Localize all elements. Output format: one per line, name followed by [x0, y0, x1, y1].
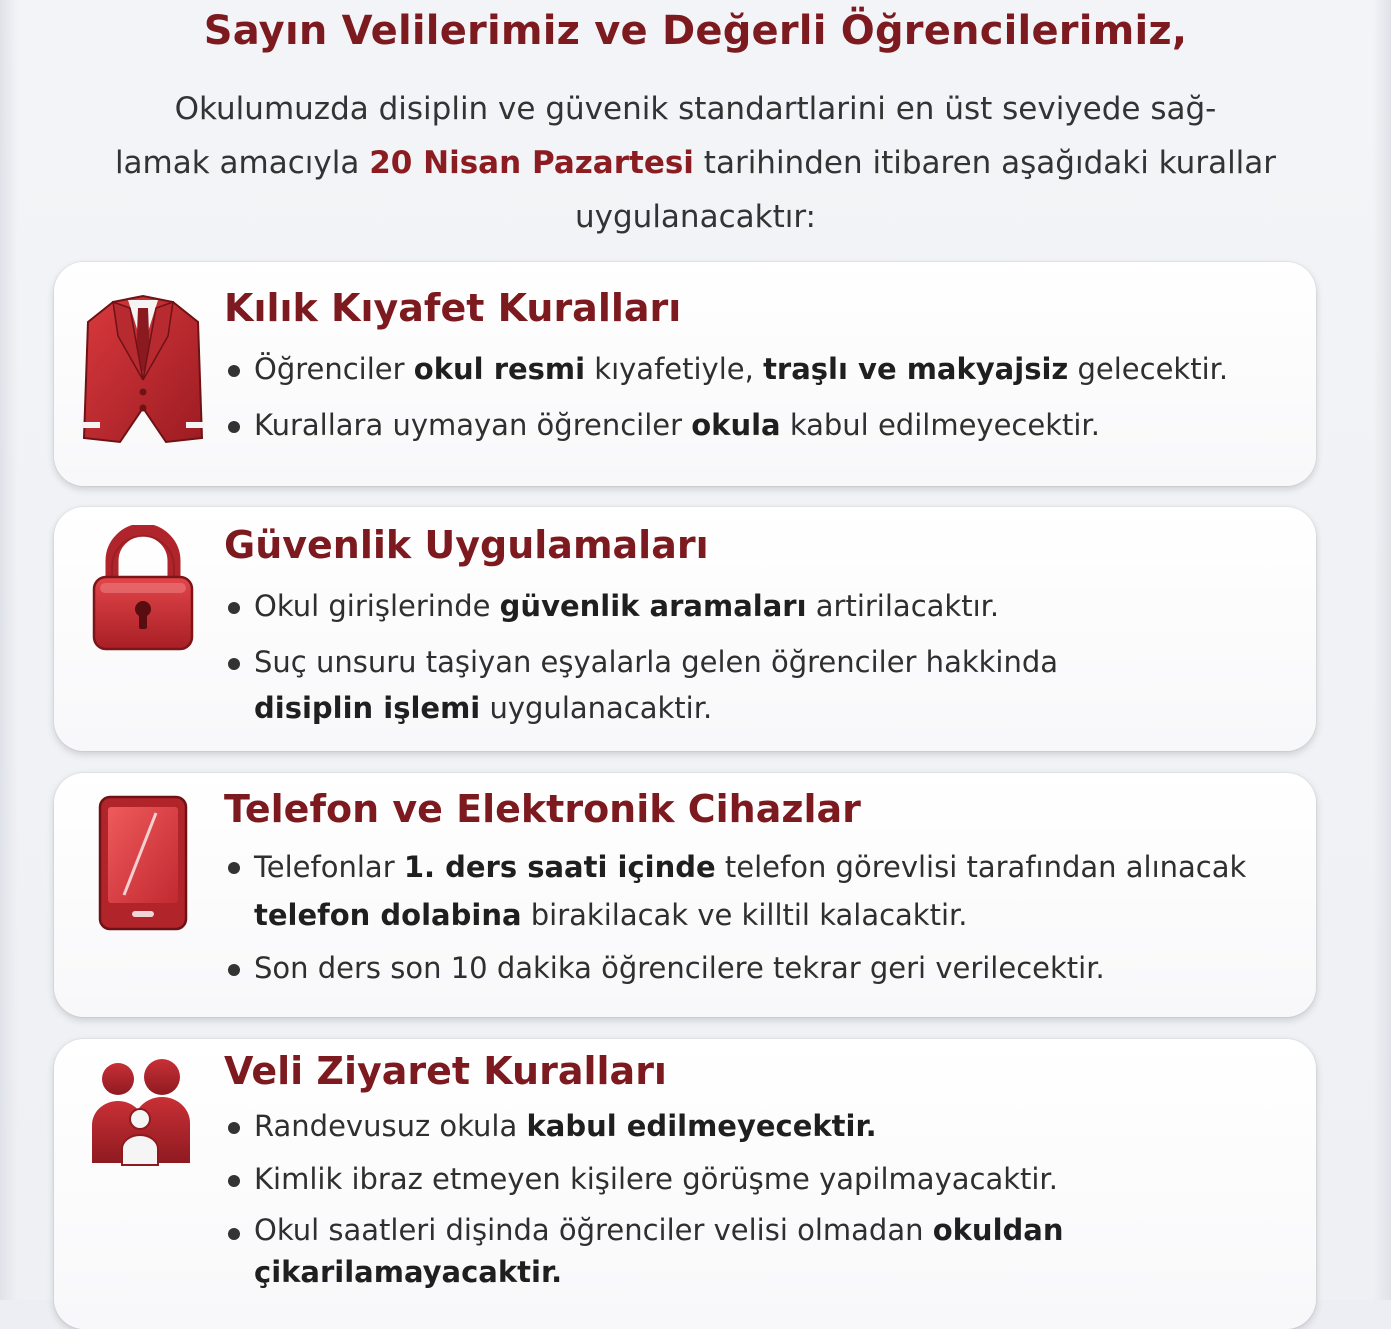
bullet-list	[224, 583, 1304, 731]
bullet-text: birakilacak ve killtil kalacaktir.	[521, 898, 968, 932]
bullet-text: Okul saatleri dişinda öğrenciler velisi olmadan	[254, 1213, 933, 1247]
right-edge-shade	[1373, 0, 1391, 1300]
intro-line-3: uygulanacaktır:	[575, 199, 816, 235]
bullet-text: kıyafetiyle,	[585, 352, 764, 386]
left-edge-shade	[0, 0, 18, 1300]
intro-line-2-post: tarihinden itibaren aşağıdaki kurallar	[693, 145, 1277, 181]
list-item	[224, 639, 1304, 731]
bullet-text: gelecektir.	[1068, 352, 1229, 386]
bullet-text: Suç unsuru taşiyan eşyalarla gelen öğrenciler hakkinda	[254, 645, 1059, 679]
section-title: Veli Ziyaret Kuralları	[224, 1049, 667, 1093]
bullet-list	[224, 346, 1304, 448]
list-item	[224, 402, 1304, 448]
bullet-text: Okul girişlerinde	[254, 589, 500, 623]
intro-text	[40, 82, 1351, 244]
bullet-text-bold: traşlı ve makyajsiz	[763, 352, 1069, 386]
bullet-text-bold: telefon dolabina	[254, 898, 522, 932]
bullet-text-bold: çikarilamayacaktir.	[254, 1255, 563, 1289]
bullet-text: Randevusuz okula	[254, 1109, 527, 1143]
list-item	[224, 1156, 1304, 1202]
phone-icon	[98, 795, 188, 935]
intro-date: 20 Nisan Pazartesi	[369, 145, 694, 181]
family-icon	[88, 1057, 192, 1173]
section-card-dress-code	[54, 262, 1316, 486]
intro-line-2	[40, 136, 1351, 190]
bullet-text-bold: güvenlik aramaları	[499, 589, 807, 623]
section-card-security	[54, 507, 1316, 751]
section-title: Kılık Kıyafet Kuralları	[224, 286, 682, 330]
section-card-parent-visits	[54, 1039, 1316, 1329]
bullet-text: kabul edilmeyecektir.	[780, 408, 1100, 442]
list-item	[224, 346, 1304, 392]
bullet-text-bold: okuldan	[932, 1213, 1064, 1247]
page-title: Sayın Velilerimiz ve Değerli Öğrencilerimiz,	[203, 8, 1188, 54]
list-item	[224, 945, 1304, 991]
bullet-text-bold: disiplin işlemi	[254, 691, 481, 725]
bullet-text: telefon görevlisi tarafından alınacak	[715, 850, 1247, 884]
bullet-text-bold: kabul edilmeyecektir.	[526, 1109, 877, 1143]
bullet-text: Kurallara uymayan öğrenciler	[254, 408, 692, 442]
intro-line-1: Okulumuzda disiplin ve güvenik standartlarini en üst seviyede sağ-	[174, 91, 1217, 127]
bullet-list	[224, 1103, 1304, 1293]
list-item	[224, 1209, 1304, 1293]
bullet-text-bold: okul resmi	[413, 352, 586, 386]
bullet-text: artirilacaktır.	[806, 589, 1000, 623]
bullet-text-bold: 1. ders saati içinde	[403, 850, 716, 884]
intro-line-2-pre: lamak amacıyla	[114, 145, 370, 181]
bullet-text: Telefonlar	[254, 850, 404, 884]
bullet-text-bold: okula	[691, 408, 781, 442]
bullet-text: Kimlik ibraz etmeyen kişilere görüşme yapilmayacaktir.	[254, 1162, 1058, 1196]
suit-icon	[78, 288, 208, 448]
bullet-text: uygulanacaktir.	[480, 691, 713, 725]
list-item	[224, 583, 1304, 629]
list-item	[224, 843, 1304, 939]
list-item	[224, 1103, 1304, 1149]
section-title: Güvenlik Uygulamaları	[224, 523, 709, 567]
section-card-phones	[54, 773, 1316, 1017]
bullet-text: Son ders son 10 dakika öğrencilere tekrar geri verilecektir.	[254, 951, 1105, 985]
lock-icon	[88, 525, 198, 657]
section-title: Telefon ve Elektronik Cihazlar	[224, 787, 861, 831]
bullet-list	[224, 843, 1304, 991]
bullet-text: Öğrenciler	[254, 352, 414, 386]
